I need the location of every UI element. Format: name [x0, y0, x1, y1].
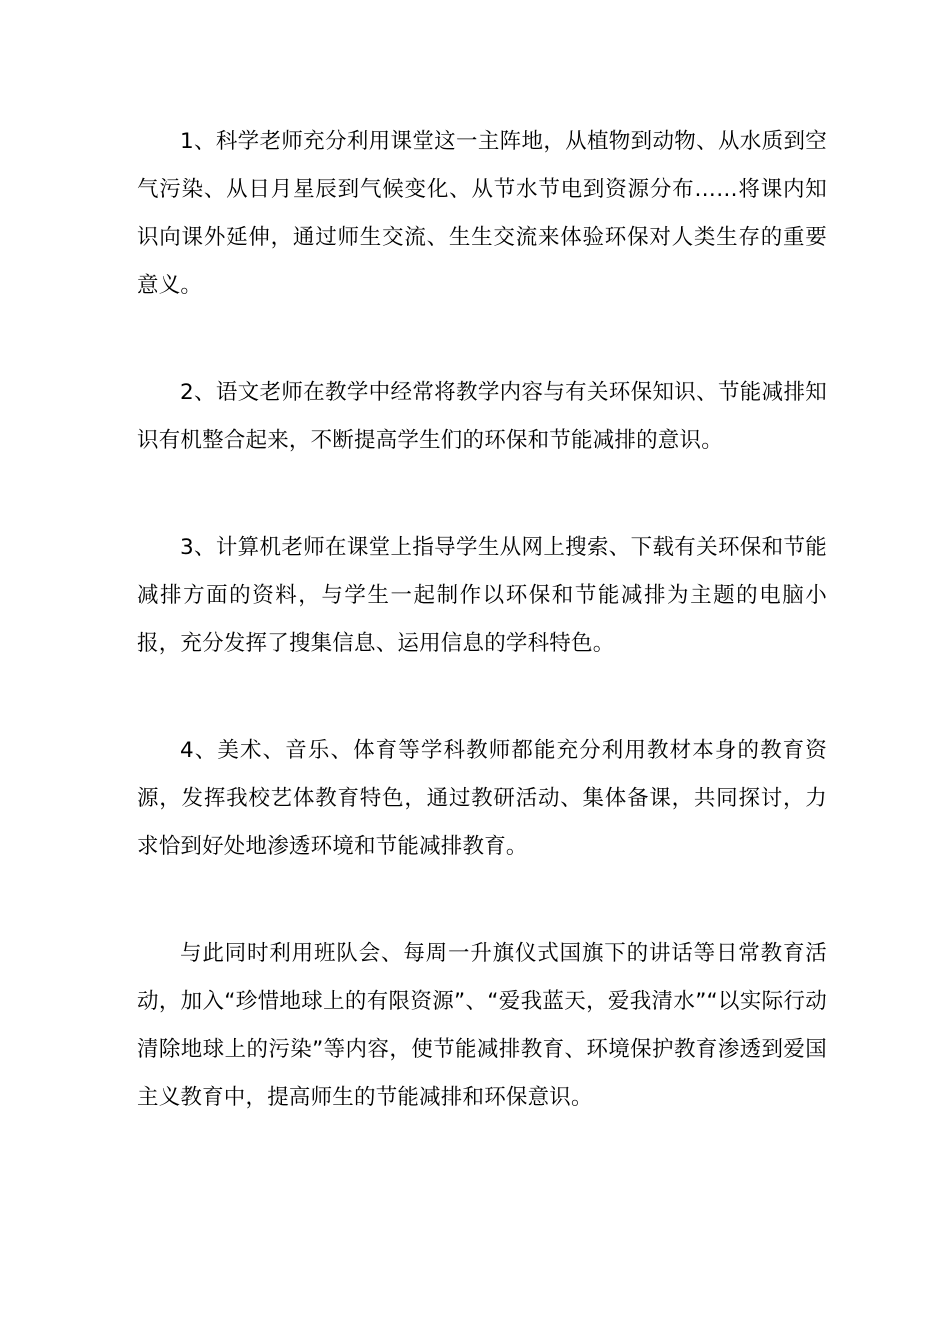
paragraph-arts: 4、美术、音乐、体育等学科教师都能充分利用教材本身的教育资源，发挥我校艺体教育特色，通过教研活动、集体备课，共同探讨，力求恰到好处地渗透环境和节能减排教育。	[137, 738, 827, 859]
document-body	[137, 118, 827, 1181]
paragraph-computer: 3、计算机老师在课堂上指导学生从网上搜索、下载有关环保和节能减排方面的资料，与学生一起制作以环保和节能减排为主题的电脑小报，充分发挥了搜集信息、运用信息的学科特色。	[137, 535, 827, 656]
paragraph-chinese: 2、语文老师在教学中经常将教学内容与有关环保知识、节能减排知识有机整合起来，不断提高学生们的环保和节能减排的意识。	[137, 380, 827, 453]
paragraph-activities: 与此同时利用班队会、每周一升旗仪式国旗下的讲话等日常教育活动，加入“珍惜地球上的有限资源”、“爱我蓝天，爱我清水”“以实际行动清除地球上的污染”等内容，使节能减排教育、环境保护教育渗透到爱国主义教育中，提高师生的节能减排和环保意识。	[137, 941, 827, 1110]
paragraph-science: 1、科学老师充分利用课堂这一主阵地，从植物到动物、从水质到空气污染、从日月星辰到气候变化、从节水节电到资源分布……将课内知识向课外延伸，通过师生交流、生生交流来体验环保对人类生存的重要意义。	[137, 129, 827, 298]
